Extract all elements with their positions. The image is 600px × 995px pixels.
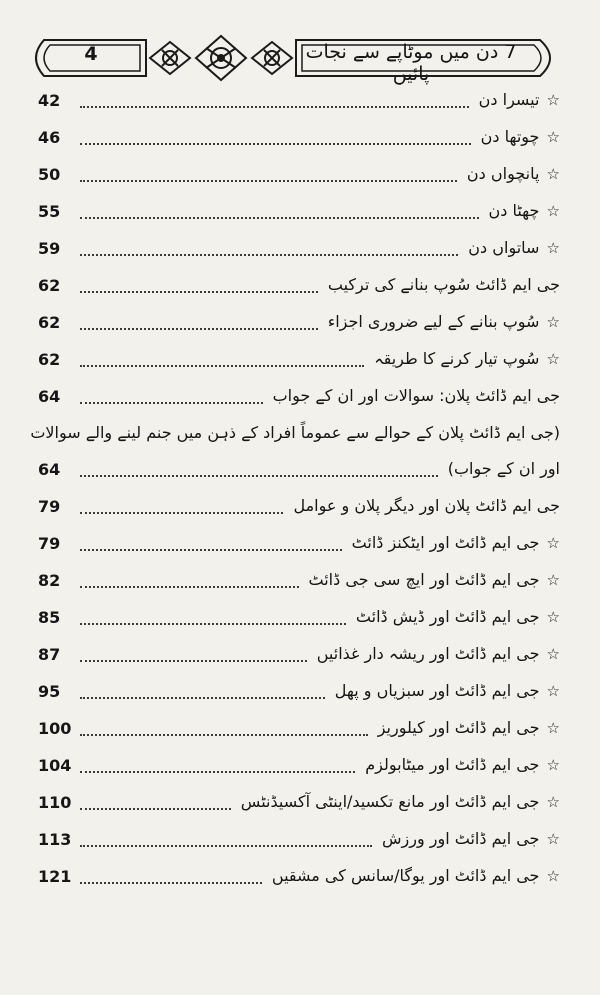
toc-dot-leader <box>80 365 364 367</box>
toc-dot-leader <box>80 845 372 847</box>
toc-page-number: 121 <box>38 867 72 886</box>
toc-page-number: 62 <box>38 350 61 369</box>
toc-entry <box>38 159 560 196</box>
toc-entry-title <box>382 829 560 848</box>
toc-entry-label: جی ایم ڈائٹ اور مانع تکسید/اینٹی آکسیڈنٹس <box>240 792 540 811</box>
toc-page-number: 79 <box>38 497 61 516</box>
toc-dot-leader <box>80 328 318 330</box>
toc-dot-leader <box>80 771 355 773</box>
toc-entry <box>38 750 560 787</box>
table-of-contents <box>30 85 560 898</box>
toc-entry-label: جی ایم ڈائٹ اور ایچ سی جی ڈائٹ <box>308 570 540 589</box>
toc-dot-leader <box>80 475 438 477</box>
toc-page-number: 100 <box>38 719 72 738</box>
toc-entry-title <box>293 496 560 515</box>
toc-entry <box>30 418 560 454</box>
toc-dot-leader <box>80 106 469 108</box>
toc-entry <box>38 861 560 898</box>
toc-entry-title <box>374 349 560 368</box>
toc-entry <box>38 565 560 602</box>
toc-entry-text: (جی ایم ڈائٹ پلان کے حوالے سے عموماً افراد کے ذہن میں جنم لینے والے سوالات <box>30 423 560 442</box>
toc-entry-label: جی ایم ڈائٹ اور ڈیش ڈائٹ <box>355 607 540 626</box>
toc-entry-label: جی ایم ڈائٹ اور سبزیاں و پھل <box>334 681 540 700</box>
toc-entry-title <box>356 607 560 626</box>
star-icon: ☆ <box>546 867 560 885</box>
toc-page-number: 64 <box>38 460 61 479</box>
toc-entry-title <box>365 755 560 774</box>
toc-entry <box>38 528 560 565</box>
toc-dot-leader <box>80 254 458 256</box>
book-title: 7 دن میں موٹاپے سے نجات پائیں <box>305 41 517 85</box>
toc-dot-leader <box>80 623 346 625</box>
toc-entry <box>38 454 560 491</box>
star-icon: ☆ <box>546 202 560 220</box>
star-icon: ☆ <box>546 165 560 183</box>
toc-entry <box>38 85 560 122</box>
toc-entry <box>38 233 560 270</box>
toc-entry <box>38 122 560 159</box>
toc-dot-leader <box>80 660 307 662</box>
toc-page-number: 62 <box>38 276 61 295</box>
page-number: 4 <box>84 43 98 65</box>
star-icon: ☆ <box>546 608 560 626</box>
toc-page-number: 82 <box>38 571 61 590</box>
toc-entry-title <box>468 238 560 257</box>
star-icon: ☆ <box>546 682 560 700</box>
ornament-right <box>252 42 292 74</box>
toc-entry <box>38 639 560 676</box>
star-icon: ☆ <box>546 350 560 368</box>
toc-entry-title <box>328 312 560 331</box>
toc-page-number: 46 <box>38 128 61 147</box>
toc-entry-title <box>328 275 560 294</box>
toc-entry-title <box>378 718 560 737</box>
toc-entry-label: چوتھا دن <box>480 127 540 146</box>
toc-entry-title <box>352 533 560 552</box>
toc-page-number: 87 <box>38 645 61 664</box>
toc-dot-leader <box>80 180 457 182</box>
toc-page-number: 104 <box>38 756 72 775</box>
toc-page-number: 79 <box>38 534 61 553</box>
toc-dot-leader <box>80 586 299 588</box>
toc-entry-title <box>489 201 560 220</box>
toc-entry-label: تیسرا دن <box>478 90 540 109</box>
toc-entry-label: ساتواں دن <box>468 238 540 257</box>
toc-entry <box>38 344 560 381</box>
toc-dot-leader <box>80 512 283 514</box>
star-icon: ☆ <box>546 645 560 663</box>
star-icon: ☆ <box>546 719 560 737</box>
toc-dot-leader <box>80 549 342 551</box>
toc-page-number: 113 <box>38 830 72 849</box>
toc-entry <box>38 787 560 824</box>
toc-entry-title <box>335 681 560 700</box>
toc-entry-title <box>317 644 560 663</box>
toc-entry-label: سُوپ تیار کرنے کا طریقہ <box>374 349 540 368</box>
toc-entry-label: سُوپ بنانے کے لیے ضروری اجزاء <box>327 312 540 331</box>
toc-entry-label: جی ایم ڈائٹ اور کیلوریز <box>377 718 540 737</box>
toc-entry-title <box>481 127 560 146</box>
toc-entry <box>38 676 560 713</box>
star-icon: ☆ <box>546 571 560 589</box>
toc-entry <box>38 270 560 307</box>
toc-entry <box>38 196 560 233</box>
ornament-center <box>196 36 246 80</box>
toc-entry-label: پانچواں دن <box>466 164 540 183</box>
toc-page-number: 50 <box>38 165 61 184</box>
toc-entry-label: اور ان کے جواب) <box>447 459 560 478</box>
star-icon: ☆ <box>546 830 560 848</box>
toc-entry-title <box>309 570 560 589</box>
toc-dot-leader <box>80 291 318 293</box>
star-icon: ☆ <box>546 534 560 552</box>
toc-page-number: 110 <box>38 793 72 812</box>
toc-entry <box>38 713 560 750</box>
star-icon: ☆ <box>546 239 560 257</box>
toc-page-number: 42 <box>38 91 61 110</box>
toc-entry-title <box>467 164 560 183</box>
toc-dot-leader <box>80 143 471 145</box>
toc-dot-leader <box>80 882 262 884</box>
toc-entry-label: جی ایم ڈائٹ پلان اور دیگر پلان و عوامل <box>293 496 560 515</box>
toc-entry <box>38 824 560 861</box>
toc-dot-leader <box>80 402 263 404</box>
toc-dot-leader <box>80 697 325 699</box>
toc-page-number: 59 <box>38 239 61 258</box>
toc-page-number: 95 <box>38 682 61 701</box>
star-icon: ☆ <box>546 793 560 811</box>
toc-entry-title <box>273 386 560 405</box>
toc-entry-label: جی ایم ڈائٹ سُوپ بنانے کی ترکیب <box>327 275 560 294</box>
toc-entry <box>38 381 560 418</box>
toc-entry-title <box>272 866 560 885</box>
toc-entry <box>38 602 560 639</box>
toc-dot-leader <box>80 734 368 736</box>
toc-entry-label: جی ایم ڈائٹ اور ایٹکنز ڈائٹ <box>351 533 540 552</box>
toc-page-number: 55 <box>38 202 61 221</box>
toc-entry-title <box>448 459 560 478</box>
star-icon: ☆ <box>546 756 560 774</box>
toc-page-number: 85 <box>38 608 61 627</box>
toc-page-number: 62 <box>38 313 61 332</box>
toc-dot-leader <box>80 808 231 810</box>
toc-entry <box>38 307 560 344</box>
toc-entry-label: چھٹا دن <box>488 201 540 220</box>
toc-entry-label: جی ایم ڈائٹ اور یوگا/سانس کی مشقیں <box>271 866 540 885</box>
toc-entry-label: جی ایم ڈائٹ پلان: سوالات اور ان کے جواب <box>272 386 560 405</box>
ornament-left <box>150 42 190 74</box>
toc-entry-title <box>241 792 560 811</box>
toc-page-number: 64 <box>38 387 61 406</box>
toc-entry-label: جی ایم ڈائٹ اور ریشہ دار غذائیں <box>316 644 540 663</box>
toc-entry-title <box>479 90 560 109</box>
toc-entry-label: جی ایم ڈائٹ اور ورزش <box>381 829 540 848</box>
star-icon: ☆ <box>546 128 560 146</box>
toc-entry <box>38 491 560 528</box>
star-icon: ☆ <box>546 313 560 331</box>
star-icon: ☆ <box>546 91 560 109</box>
toc-entry-label: جی ایم ڈائٹ اور میٹابولزم <box>365 755 540 774</box>
toc-dot-leader <box>80 217 479 219</box>
